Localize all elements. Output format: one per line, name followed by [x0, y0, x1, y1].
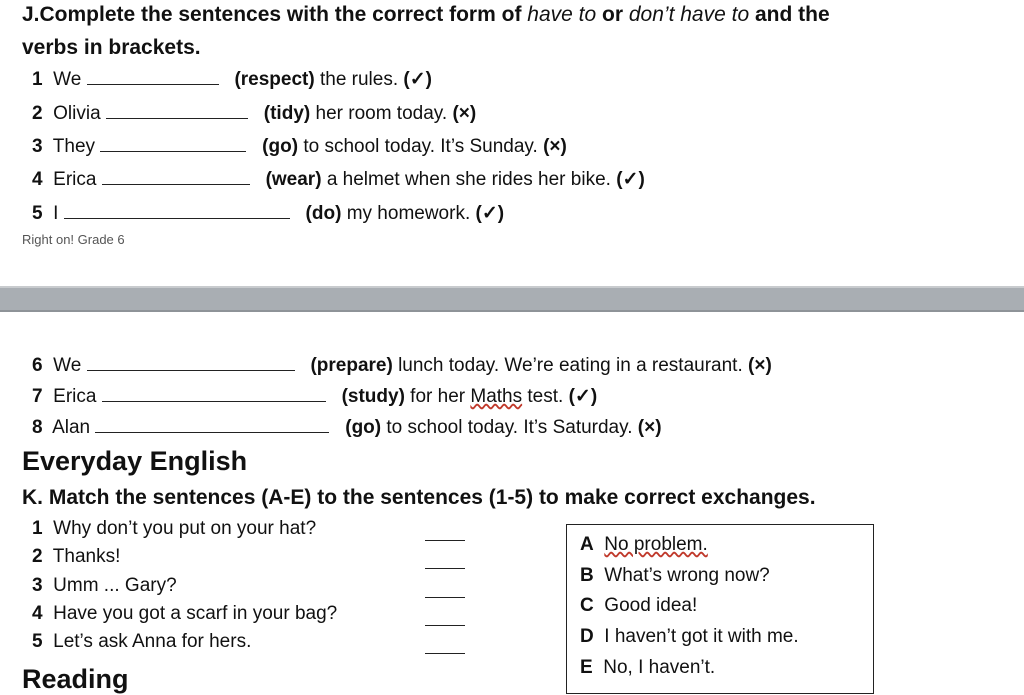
option-item: A No problem. [580, 534, 708, 555]
exercise-item: 5 I (do) my homework. (✓) [32, 203, 505, 224]
answer-blank[interactable] [102, 168, 250, 185]
exercise-item: 8 Alan (go) to school today. It’s Saturday. (×) [32, 417, 662, 438]
everyday-english-heading: Everyday English [22, 446, 248, 476]
match-item: 4 Have you got a scarf in your bag? [32, 603, 338, 624]
option-item: C Good idea! [580, 595, 698, 616]
match-item: 3 Umm ... Gary? [32, 575, 177, 596]
exercise-item: 2 Olivia (tidy) her room today. (×) [32, 103, 477, 124]
page-divider [0, 286, 1024, 312]
source-caption: Right on! Grade 6 [22, 232, 125, 247]
answer-blank[interactable] [100, 135, 246, 152]
exercise-j-title: J.Complete the sentences with the correct form of have to or don’t have to and the [22, 3, 830, 26]
match-answer-blank[interactable] [425, 568, 465, 569]
exercise-item: 1 We (respect) the rules. (✓) [32, 69, 432, 90]
match-answer-blank[interactable] [425, 597, 465, 598]
answer-blank[interactable] [87, 354, 295, 371]
match-item: 1 Why don’t you put on your hat? [32, 518, 317, 539]
exercise-item: 6 We (prepare) lunch today. We’re eating in a restaurant. (×) [32, 355, 772, 376]
option-item: B What’s wrong now? [580, 565, 770, 586]
exercise-j-title-line2: verbs in brackets. [22, 36, 201, 59]
option-item: D I haven’t got it with me. [580, 626, 799, 647]
exercise-item: 4 Erica (wear) a helmet when she rides her bike. (✓) [32, 169, 645, 190]
option-item: E No, I haven’t. [580, 657, 716, 678]
exercise-item: 7 Erica (study) for her Maths test. (✓) [32, 386, 598, 407]
answer-blank[interactable] [87, 68, 219, 85]
match-item: 2 Thanks! [32, 546, 121, 567]
answer-blank[interactable] [95, 416, 329, 433]
match-answer-blank[interactable] [425, 653, 465, 654]
reading-heading: Reading [22, 664, 129, 694]
answer-blank[interactable] [106, 102, 248, 119]
answer-blank[interactable] [64, 202, 290, 219]
match-item: 5 Let’s ask Anna for hers. [32, 631, 252, 652]
answer-blank[interactable] [102, 385, 326, 402]
match-answer-blank[interactable] [425, 625, 465, 626]
exercise-k-title: K. Match the sentences (A-E) to the sentences (1-5) to make correct exchanges. [22, 486, 816, 509]
exercise-item: 3 They (go) to school today. It’s Sunday. (×) [32, 136, 567, 157]
match-answer-blank[interactable] [425, 540, 465, 541]
